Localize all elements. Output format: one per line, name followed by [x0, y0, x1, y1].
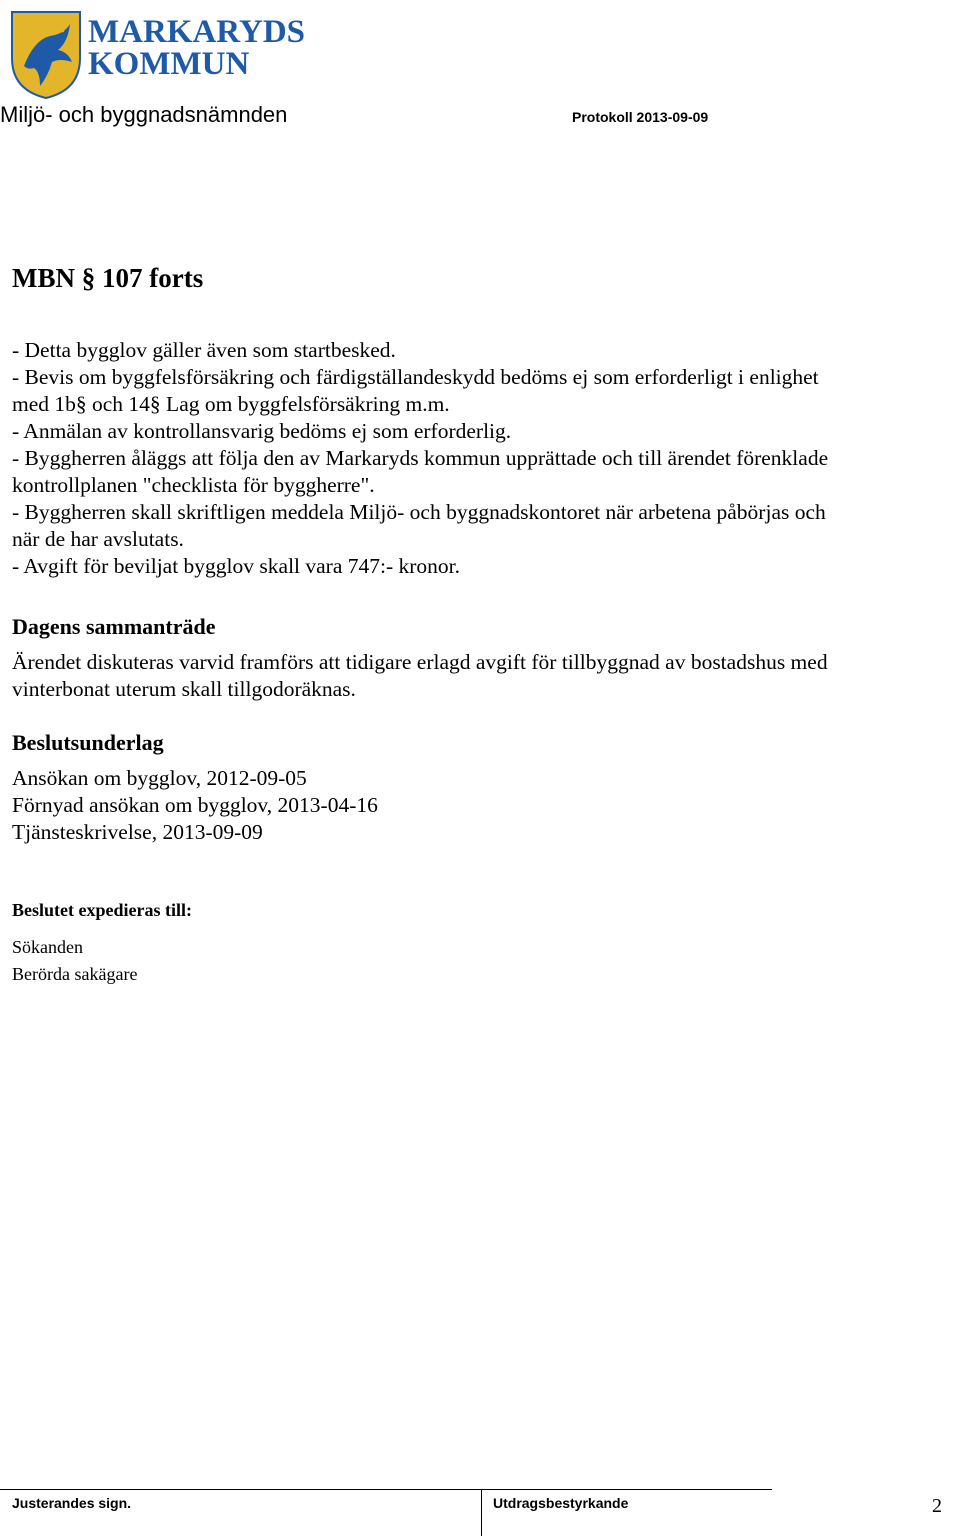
logo-wordmark-line1: MARKARYDS	[88, 14, 305, 50]
condition-line: - Anmälan av kontrollansvarig bedöms ej som erforderlig.	[12, 419, 512, 443]
coat-of-arms-icon	[10, 6, 310, 102]
committee-name: Miljö- och byggnadsnämnden	[0, 102, 288, 127]
list-item: Förnyad ansökan om bygglov, 2013-04-16	[12, 793, 378, 817]
list-item: Ansökan om bygglov, 2012-09-05	[12, 766, 307, 790]
condition-line: - Detta bygglov gäller även som startbesked.	[12, 338, 396, 362]
decision-conditions	[12, 337, 960, 580]
footer-vertical-divider	[481, 1489, 482, 1536]
dagens-line: Ärendet diskuteras varvid framförs att tidigare erlagd avgift för tillbyggnad av bostadshus med	[12, 650, 828, 674]
list-item: Berörda sakägare	[12, 964, 138, 984]
condition-line: när de har avslutats.	[12, 527, 184, 551]
dagens-line: vinterbonat uterum skall tillgodoräknas.	[12, 677, 356, 701]
footer-justerandes-sign: Justerandes sign.	[12, 1495, 132, 1511]
condition-line: - Byggherren skall skriftligen meddela Miljö- och byggnadskontoret när arbetena påbörjas och	[12, 500, 826, 524]
markaryds-kommun-logo	[10, 6, 310, 102]
beslutsunderlag-list	[12, 765, 378, 846]
footer-divider-line	[0, 1489, 772, 1490]
beslutsunderlag-heading: Beslutsunderlag	[12, 730, 164, 755]
expedieras-heading: Beslutet expedieras till:	[12, 900, 192, 920]
dagens-sammantrade-text	[12, 649, 960, 703]
dagens-sammantrade-heading: Dagens sammanträde	[12, 614, 216, 639]
list-item: Sökanden	[12, 937, 83, 957]
page-number: 2	[932, 1495, 942, 1517]
condition-line: med 1b§ och 14§ Lag om byggfelsförsäkring m.m.	[12, 392, 450, 416]
list-item: Tjänsteskrivelse, 2013-09-09	[12, 820, 263, 844]
condition-line: - Bevis om byggfelsförsäkring och färdigställandeskydd bedöms ej som erforderligt i enlighet	[12, 365, 819, 389]
protocol-date: Protokoll 2013-09-09	[572, 109, 709, 125]
logo-wordmark-line2: KOMMUN	[88, 46, 250, 82]
section-heading: MBN § 107 forts	[12, 263, 204, 293]
footer-utdragsbestyrkande: Utdragsbestyrkande	[493, 1495, 629, 1511]
condition-line: kontrollplanen "checklista för byggherre".	[12, 473, 375, 497]
condition-line: - Byggherren åläggs att följa den av Markaryds kommun upprättade och till ärendet förenklade	[12, 446, 829, 470]
condition-line: - Avgift för beviljat bygglov skall vara 747:- kronor.	[12, 554, 461, 578]
expedieras-list	[12, 934, 137, 988]
